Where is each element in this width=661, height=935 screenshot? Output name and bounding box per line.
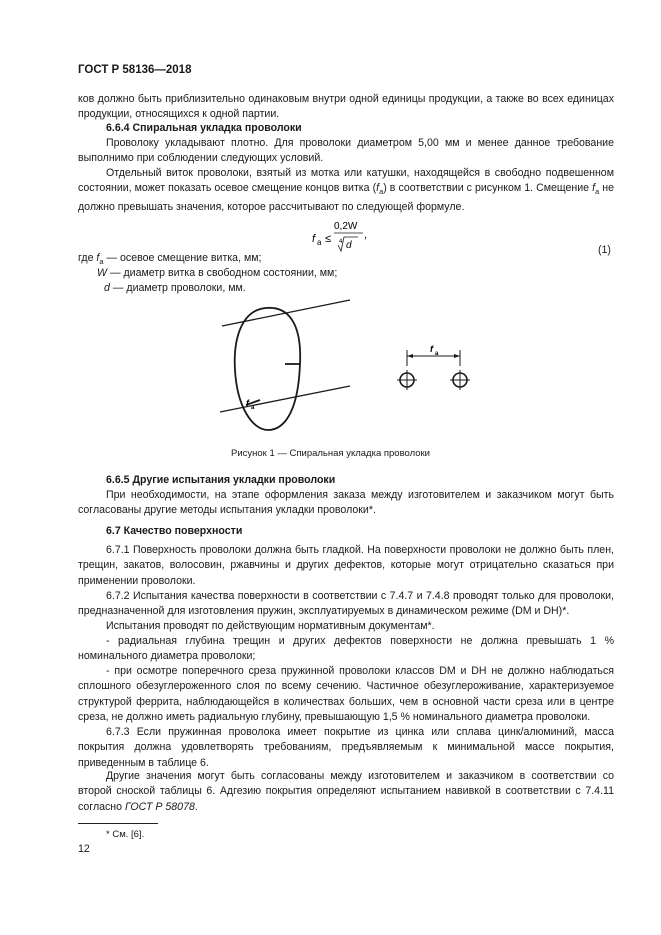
- formula-le: ≤: [325, 233, 332, 245]
- document-header: ГОСТ Р 58136—2018: [78, 64, 192, 76]
- formula-lhs: f: [312, 233, 316, 245]
- gost-reference-link[interactable]: ГОСТ Р 58078: [125, 800, 195, 813]
- paragraph-6-7-1: 6.7.1 Поверхность проволоки должна быть гладкой. На поверхности проволоки не должно быть плен, трещин, закатов, волосовин, ржавчины и других дефектов, которые могут отрицательно сказаться при применении проволоки.: [78, 544, 614, 587]
- paragraph-decarburization: - при осмотре поперечного среза пружинной проволоки классов DM и DH не должно наблюдаться сплошного обезуглероженного слоя по всему сечению. Частичное обезуглероживание, характеризуемое структурой феррита, наблюдающейся в количествах больших, чем в основной части среза или в центре среза, не должно иметь радиальную глубину, превышающую 1,5 % номинального диаметра проволоки.: [78, 665, 614, 723]
- paragraph-6-7-3: 6.7.3 Если пружинная проволока имеет покрытие из цинка или сплава цинк/алюминий, масса покрытия должна удовлетворять требованиям, предъявляемым к минимальной массе покрытия, приведенным в таблице 6.: [78, 726, 614, 769]
- footnote-separator: [78, 823, 158, 824]
- formula-lhs-sub: a: [317, 238, 322, 247]
- formula-comma: ,: [364, 229, 368, 241]
- figure-1-spiral: [200, 298, 500, 443]
- formula-numerator: 0,2W: [334, 221, 358, 232]
- section-heading-6-6-4: 6.6.4 Спиральная укладка проволоки: [106, 122, 302, 134]
- footnote: * См. [6].: [106, 829, 145, 840]
- dim-label-fa: f: [430, 344, 433, 354]
- paragraph-tests-normative: Испытания проводят по действующим нормативным документам*.: [106, 620, 435, 632]
- where-fa: где $f_a$ — осевое смещение витка, мм;: [78, 252, 262, 267]
- formula-1: [310, 206, 390, 259]
- formula-denominator: d: [346, 240, 352, 251]
- formula-number: (1): [598, 244, 611, 256]
- where-d: d — диаметр проволоки, мм.: [104, 282, 246, 294]
- paragraph-radial-depth: - радиальная глубина трещин и других дефектов поверхности не должна превышать 1 % номинального диаметра проволоки;: [78, 635, 614, 663]
- coil-loop: [235, 308, 300, 430]
- where-W: W — диаметр витка в свободном состоянии, мм;: [97, 267, 338, 279]
- paragraph-tight-layout: Проволоку укладывают плотно. Для проволоки диаметром 5,00 мм и менее данное требование выполнимо при соблюдении следующих условий.: [78, 137, 614, 165]
- formula-root-index: 4: [339, 239, 343, 245]
- paragraph-offset-definition: Отдельный виток проволоки, взятый из мотка или катушки, находящейся в свободно подвешенном состоянии, может показать осевое смещение концов витка $(f_a)$ в соответствии с рисунком 1. Смещение $f_a$ не должно превышать значения, которое рассчитывают по следующей формуле.: [78, 167, 614, 213]
- figure-label-fa: f: [246, 398, 249, 408]
- section-heading-6-6-5: 6.6.5 Другие испытания укладки проволоки: [106, 474, 336, 486]
- figure-caption: Рисунок 1 — Спиральная укладка проволоки: [230, 448, 430, 459]
- page-number: 12: [78, 843, 90, 855]
- section-heading-6-7: 6.7 Качество поверхности: [106, 525, 243, 537]
- paragraph-adhesion: Другие значения могут быть согласованы между изготовителем и заказчиком в соответствии со второй сноской таблицы 6. Адгезию покрытия определяют испытанием навивкой в соответствии с 7.4.11 согласно ГОСТ Р 58078.: [78, 770, 614, 813]
- paragraph-6-7-2: 6.7.2 Испытания качества поверхности в соответствии с 7.4.7 и 7.4.8 проводят только для проволоки, предназначенной для изготовления пружин, эксплуатируемых в динамическом режиме (DM и DH)*.: [78, 590, 614, 618]
- formula-graphic: [310, 206, 390, 256]
- paragraph-continuation: ков должно быть приблизительно одинаковым внутри одной единицы продукции, а также во всех единицах продукции, относящихся к одной партии.: [78, 93, 614, 121]
- figure-label-fa-sub: a: [251, 405, 255, 411]
- dim-label-fa-sub: a: [435, 351, 439, 357]
- paragraph-other-tests: При необходимости, на этапе оформления заказа между изготовителем и заказчиком могут быть согласованы другие методы испытания укладки проволоки*.: [78, 489, 614, 517]
